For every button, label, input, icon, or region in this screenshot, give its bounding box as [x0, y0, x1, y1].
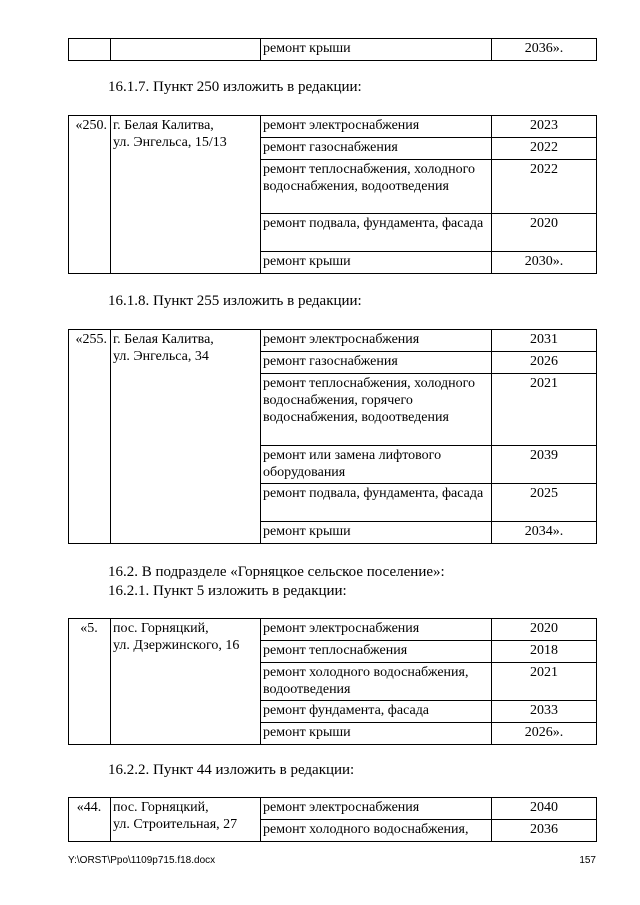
- work-cell: ремонт крыши: [261, 522, 492, 544]
- year-cell: 2031: [492, 330, 597, 352]
- table-row: [69, 798, 597, 820]
- year-cell: 2021: [492, 374, 597, 446]
- continuation-table: [68, 38, 597, 61]
- work-cell: ремонт крыши: [261, 39, 492, 61]
- year-cell: 2020: [492, 619, 597, 641]
- address-line: г. Белая Калитва,: [113, 118, 214, 133]
- year-cell: 2020: [492, 214, 597, 252]
- num-cell: [69, 39, 111, 61]
- year-cell: 2034».: [492, 522, 597, 544]
- address-line: ул. Энгельса, 34: [113, 349, 209, 364]
- table-row: [69, 116, 597, 138]
- work-cell: ремонт подвала, фундамента, фасада: [261, 484, 492, 522]
- year-cell: 2023: [492, 116, 597, 138]
- section-heading: 16.2. В подразделе «Горняцкое сельское поселение»:: [108, 564, 445, 580]
- year-cell: 2021: [492, 663, 597, 701]
- footer-page-number: 157: [579, 855, 596, 866]
- work-cell: ремонт электроснабжения: [261, 619, 492, 641]
- table-row: [69, 619, 597, 641]
- address-cell: [111, 116, 261, 274]
- address-line: пос. Горняцкий,: [113, 621, 209, 636]
- year-cell: 2036: [492, 820, 597, 842]
- work-cell: ремонт или замена лифтового оборудования: [261, 446, 492, 484]
- address-line: ул. Строительная, 27: [113, 817, 238, 832]
- address-cell: [111, 798, 261, 842]
- section-heading: 16.2.2. Пункт 44 изложить в редакции:: [108, 762, 355, 778]
- work-cell: ремонт электроснабжения: [261, 798, 492, 820]
- work-cell: ремонт фундамента, фасада: [261, 701, 492, 723]
- address-line: ул. Дзержинского, 16: [113, 638, 240, 653]
- work-cell: ремонт электроснабжения: [261, 116, 492, 138]
- work-cell: ремонт теплоснабжения: [261, 641, 492, 663]
- address-cell: [111, 39, 261, 61]
- work-cell: ремонт электроснабжения: [261, 330, 492, 352]
- year-cell: 2033: [492, 701, 597, 723]
- work-cell: ремонт подвала, фундамента, фасада: [261, 214, 492, 252]
- work-cell: ремонт крыши: [261, 723, 492, 745]
- work-cell: ремонт крыши: [261, 252, 492, 274]
- item-255-table: [68, 329, 597, 544]
- table-row: [69, 39, 597, 61]
- item-250-table: [68, 115, 597, 274]
- item-number: «255.: [69, 330, 111, 544]
- item-number: «44.: [69, 798, 111, 842]
- year-cell: 2040: [492, 798, 597, 820]
- year-cell: 2026».: [492, 723, 597, 745]
- year-cell: 2025: [492, 484, 597, 522]
- footer-file-path: Y:\ORST\Ppo\1109p715.f18.docx: [68, 855, 216, 866]
- year-cell: 2022: [492, 138, 597, 160]
- address-line: пос. Горняцкий,: [113, 800, 209, 815]
- year-cell: 2030».: [492, 252, 597, 274]
- work-cell: ремонт холодного водоснабжения,: [261, 820, 492, 842]
- work-cell: ремонт газоснабжения: [261, 352, 492, 374]
- section-subheading: 16.2.1. Пункт 5 изложить в редакции:: [108, 583, 347, 599]
- work-cell: ремонт теплоснабжения, холодного водоснабжения, водоотведения: [261, 160, 492, 214]
- work-cell: ремонт холодного водоснабжения, водоотведения: [261, 663, 492, 701]
- item-5-table: [68, 618, 597, 745]
- item-44-table: [68, 797, 597, 842]
- table-row: [69, 330, 597, 352]
- work-cell: ремонт теплоснабжения, холодного водоснабжения, горячего водоснабжения, водоотведения: [261, 374, 492, 446]
- section-heading: 16.1.8. Пункт 255 изложить в редакции:: [108, 293, 362, 309]
- item-number: «250.: [69, 116, 111, 274]
- year-cell: 2026: [492, 352, 597, 374]
- address-line: г. Белая Калитва,: [113, 332, 214, 347]
- year-cell: 2018: [492, 641, 597, 663]
- work-cell: ремонт газоснабжения: [261, 138, 492, 160]
- year-cell: 2022: [492, 160, 597, 214]
- address-line: ул. Энгельса, 15/13: [113, 135, 227, 150]
- section-heading: 16.1.7. Пункт 250 изложить в редакции:: [108, 79, 362, 95]
- address-cell: [111, 330, 261, 544]
- address-cell: [111, 619, 261, 745]
- year-cell: 2039: [492, 446, 597, 484]
- year-cell: 2036».: [492, 39, 597, 61]
- item-number: «5.: [69, 619, 111, 745]
